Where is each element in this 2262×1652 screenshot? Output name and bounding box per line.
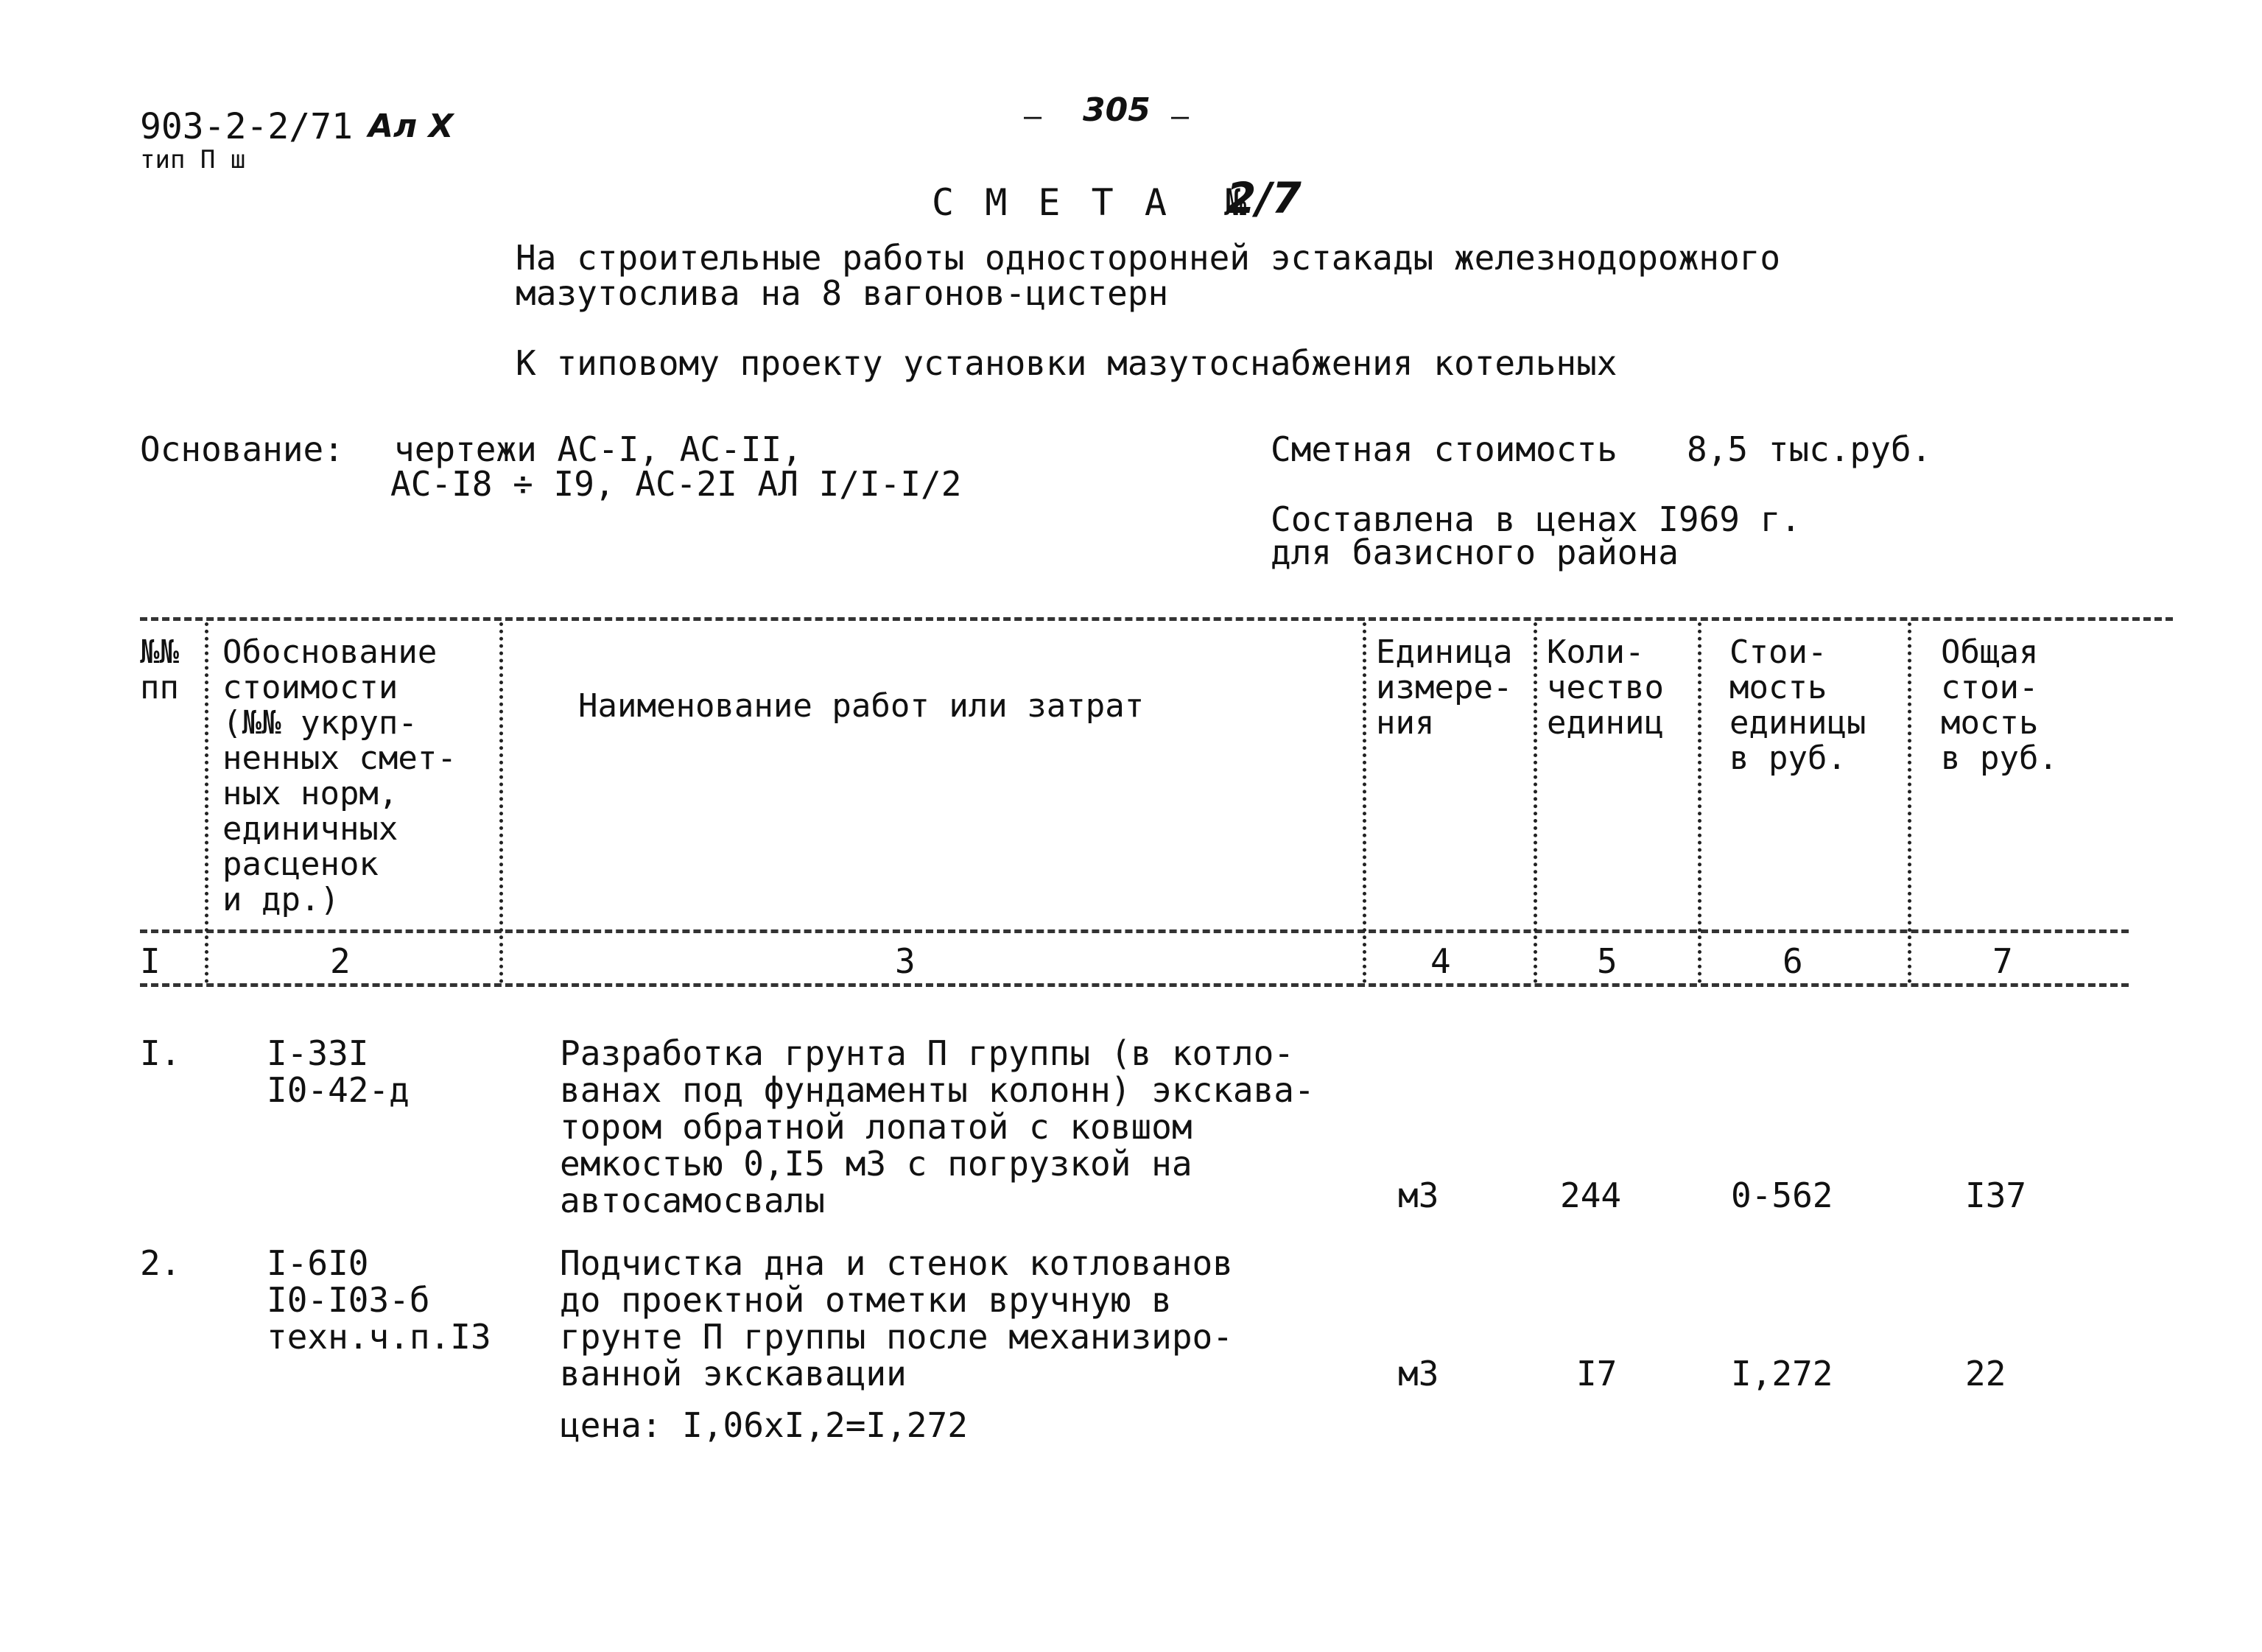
doc-title: С М Е Т А № — [932, 181, 1251, 224]
project-line: К типовому проекту установки мазутоснабжения котельных — [516, 343, 1618, 383]
row1-num: I. — [140, 1033, 181, 1073]
row2-qty: I7 — [1576, 1354, 1618, 1393]
col-number-1: I — [140, 941, 161, 981]
col-header-basis: Обоснование стоимости (№№ укруп- ненных смет- ных норм, единичных расценок и др.) — [222, 633, 457, 918]
subtitle-line2: мазутослива на 8 вагонов-цистерн — [516, 273, 1169, 313]
row1-basis: I-33I I0-42-д — [267, 1033, 410, 1110]
subtitle-line1: На строительные работы односторонней эстакады железнодорожного — [516, 238, 1781, 278]
composed-line2: для базисного района — [1271, 532, 1679, 572]
row2-total: 22 — [1965, 1354, 2006, 1393]
table-header-rule — [140, 929, 2129, 933]
row2-price: I,272 — [1731, 1354, 1833, 1393]
row2-basis: I-6I0 I0-I03-б техн.ч.п.I3 — [267, 1243, 491, 1357]
table-numbers-rule — [140, 983, 2129, 987]
col-header-unit: Единица измере- ния — [1376, 633, 1513, 742]
doc-code-handwritten: Ал Х — [368, 108, 454, 145]
doc-title-number: 2/7 — [1226, 173, 1302, 223]
col-divider-1 — [205, 622, 208, 983]
composed-line1: Составлена в ценах I969 г. — [1271, 499, 1802, 539]
sub-code: тип П ш — [140, 145, 246, 175]
page-dash-left: – — [1024, 99, 1042, 133]
col-divider-2 — [499, 622, 503, 983]
col-number-6: 6 — [1782, 941, 1803, 981]
page-dash-right: – — [1171, 99, 1190, 133]
col-header-total: Общая стои- мость в руб. — [1941, 633, 2058, 777]
doc-code: 903-2-2/71 — [140, 106, 353, 147]
basis-line2: АС-I8 ÷ I9, АС-2I АЛ I/I-I/2 — [390, 464, 962, 504]
row1-total: I37 — [1965, 1175, 2027, 1215]
col-number-3: 3 — [895, 941, 916, 981]
row1-qty: 244 — [1560, 1175, 1622, 1215]
col-header-name: Наименование работ или затрат — [578, 687, 1145, 725]
col-number-5: 5 — [1597, 941, 1618, 981]
cost-label: Сметная стоимость — [1271, 429, 1618, 469]
col-number-4: 4 — [1430, 941, 1451, 981]
cost-value: 8,5 тыс.руб. — [1687, 429, 1932, 469]
row1-price: 0-562 — [1731, 1175, 1833, 1215]
table-top-rule — [140, 617, 2173, 621]
col-header-price: Стои- мость единицы в руб. — [1729, 633, 1866, 777]
basis-line1: чертежи АС-I, АС-II, — [394, 429, 802, 469]
col-divider-6 — [1908, 622, 1911, 983]
col-divider-4 — [1534, 622, 1537, 983]
row1-name: Разработка грунта П группы (в котло- ванах под фундаменты колонн) экскава- тором обратной лопатой с ковшом емкостью 0,I5 м3 с погрузкой на автосамосвалы — [560, 1033, 1315, 1220]
col-divider-5 — [1698, 622, 1701, 983]
row2-unit: м3 — [1398, 1354, 1439, 1393]
row2-num: 2. — [140, 1243, 181, 1283]
col-divider-3 — [1363, 622, 1366, 983]
col-number-2: 2 — [330, 941, 351, 981]
row2-price-note: цена: I,06хI,2=I,272 — [560, 1405, 968, 1445]
basis-label: Основание: — [140, 429, 344, 469]
col-header-num: №№ пп — [140, 633, 179, 706]
col-number-7: 7 — [1992, 941, 2013, 981]
row2-name: Подчистка дна и стенок котлованов до проектной отметки вручную в грунте П группы после механизиро- ванной экскавации — [560, 1243, 1233, 1393]
row1-unit: м3 — [1398, 1175, 1439, 1215]
col-header-qty: Коли- чество единиц — [1547, 633, 1664, 742]
page-number: 305 — [1083, 91, 1151, 129]
